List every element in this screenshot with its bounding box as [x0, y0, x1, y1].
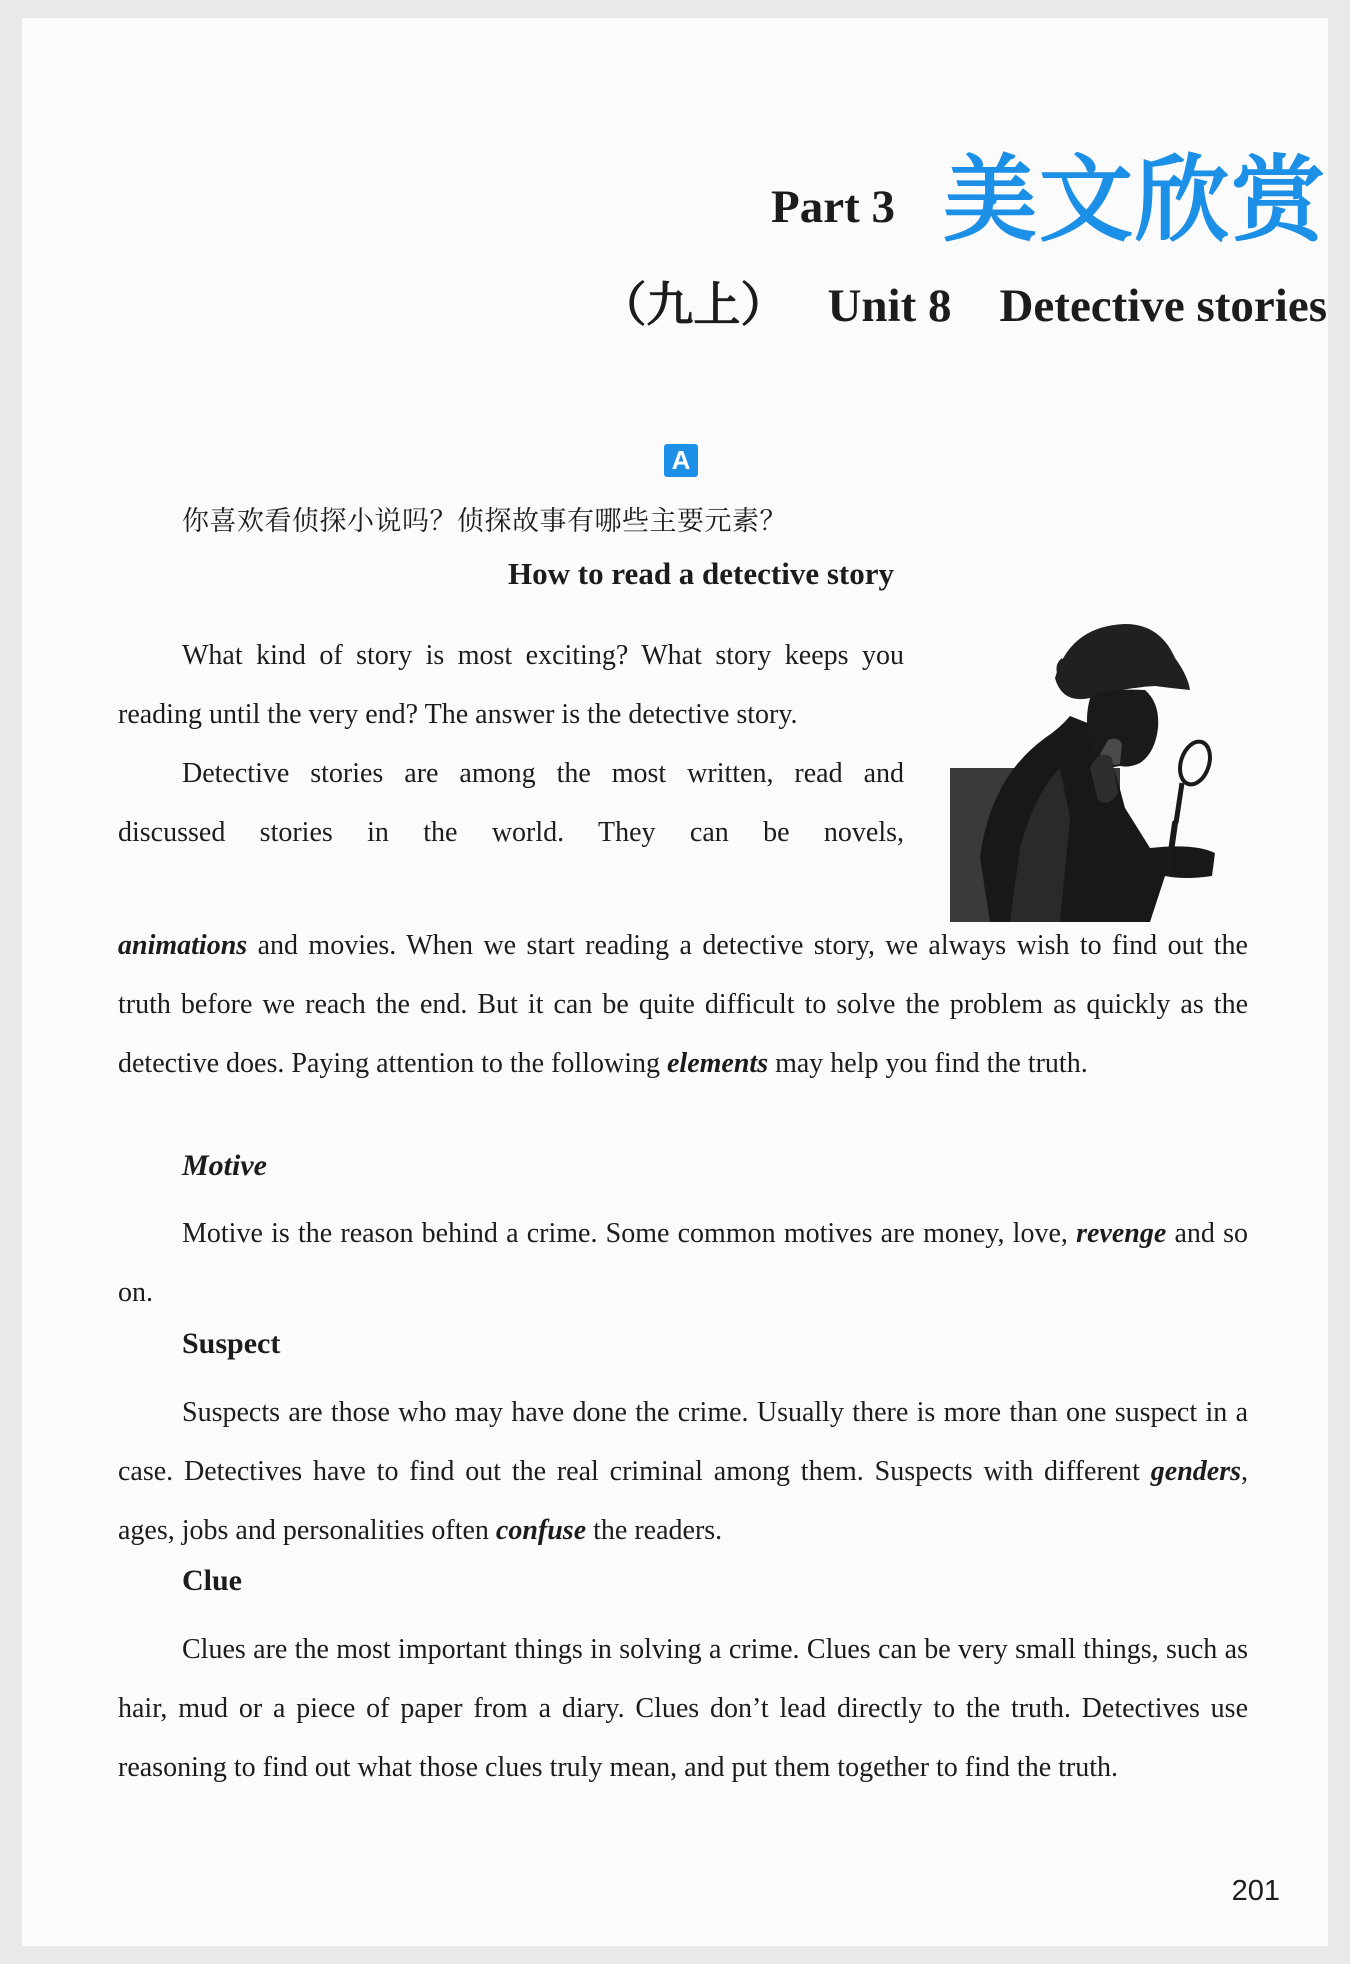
heading-clue: Clue [182, 1564, 242, 1597]
paragraph-text: and so on. [118, 1218, 1248, 1308]
heading-suspect: Suspect [182, 1327, 281, 1360]
detective-silhouette-icon [950, 618, 1292, 922]
paragraph-text: , ages, jobs and personalities often [118, 1456, 1248, 1546]
paragraph-motive [118, 1204, 1248, 1322]
part-label: Part 3 [771, 181, 895, 233]
keyword-elements: elements [667, 1048, 769, 1079]
heading-motive: Motive [182, 1149, 267, 1182]
keyword-revenge: revenge [1076, 1218, 1167, 1249]
keyword-confuse: confuse [495, 1515, 587, 1546]
chinese-lead-question: 你喜欢看侦探小说吗？侦探故事有哪些主要元素？ [182, 506, 787, 537]
paragraph-two-continued [118, 916, 1248, 1093]
unit-title: Detective stories [999, 280, 1327, 332]
keyword-animations: animations [118, 930, 248, 961]
keyword-genders: genders [1150, 1456, 1241, 1487]
unit-line [599, 268, 1327, 335]
grade-label: （九上） [599, 278, 788, 333]
article-title: How to read a detective story [508, 556, 894, 591]
part-title-cn: 美文欣赏 [942, 146, 1327, 255]
paragraph-text: may help you find the truth. [768, 1048, 1088, 1079]
page-header [427, 146, 1327, 344]
unit-label: Unit 8 [827, 280, 952, 332]
paragraph-text: Motive is the reason behind a crime. Some common motives are money, love, [182, 1218, 1077, 1249]
paragraph-text: the readers. [586, 1515, 723, 1546]
paragraph-text: Suspects are those who may have done the crime. Usually there is more than one suspect in a case. Detectives have to find out the real criminal among them. Suspects with different [118, 1397, 1248, 1487]
paragraph-two-start: Detective stories are among the most written, read and discussed stories in the world. They can be novels, [118, 758, 904, 848]
paragraph-intro: What kind of story is most exciting? What story keeps you reading until the very end? The answer is the detective story. [118, 640, 904, 730]
section-badge: A [664, 444, 698, 477]
textbook-page [22, 18, 1328, 1946]
intro-paragraphs [118, 626, 904, 862]
part-line [771, 146, 1327, 255]
page-number: 201 [1231, 1875, 1280, 1907]
paragraph-clue: Clues are the most important things in solving a crime. Clues can be very small things, such as hair, mud or a piece of paper from a diary. Clues don’t lead directly to the truth. Detectives use reasoning to find out what those clues truly mean, and put them together to find the truth. [118, 1634, 1248, 1783]
paragraph-suspect [118, 1383, 1248, 1560]
paragraph-text: and movies. When we start reading a detective story, we always wish to find out the truth before we reach the end. But it can be quite difficult to solve the problem as quickly as the detective does. Paying attention to the following [118, 930, 1248, 1079]
